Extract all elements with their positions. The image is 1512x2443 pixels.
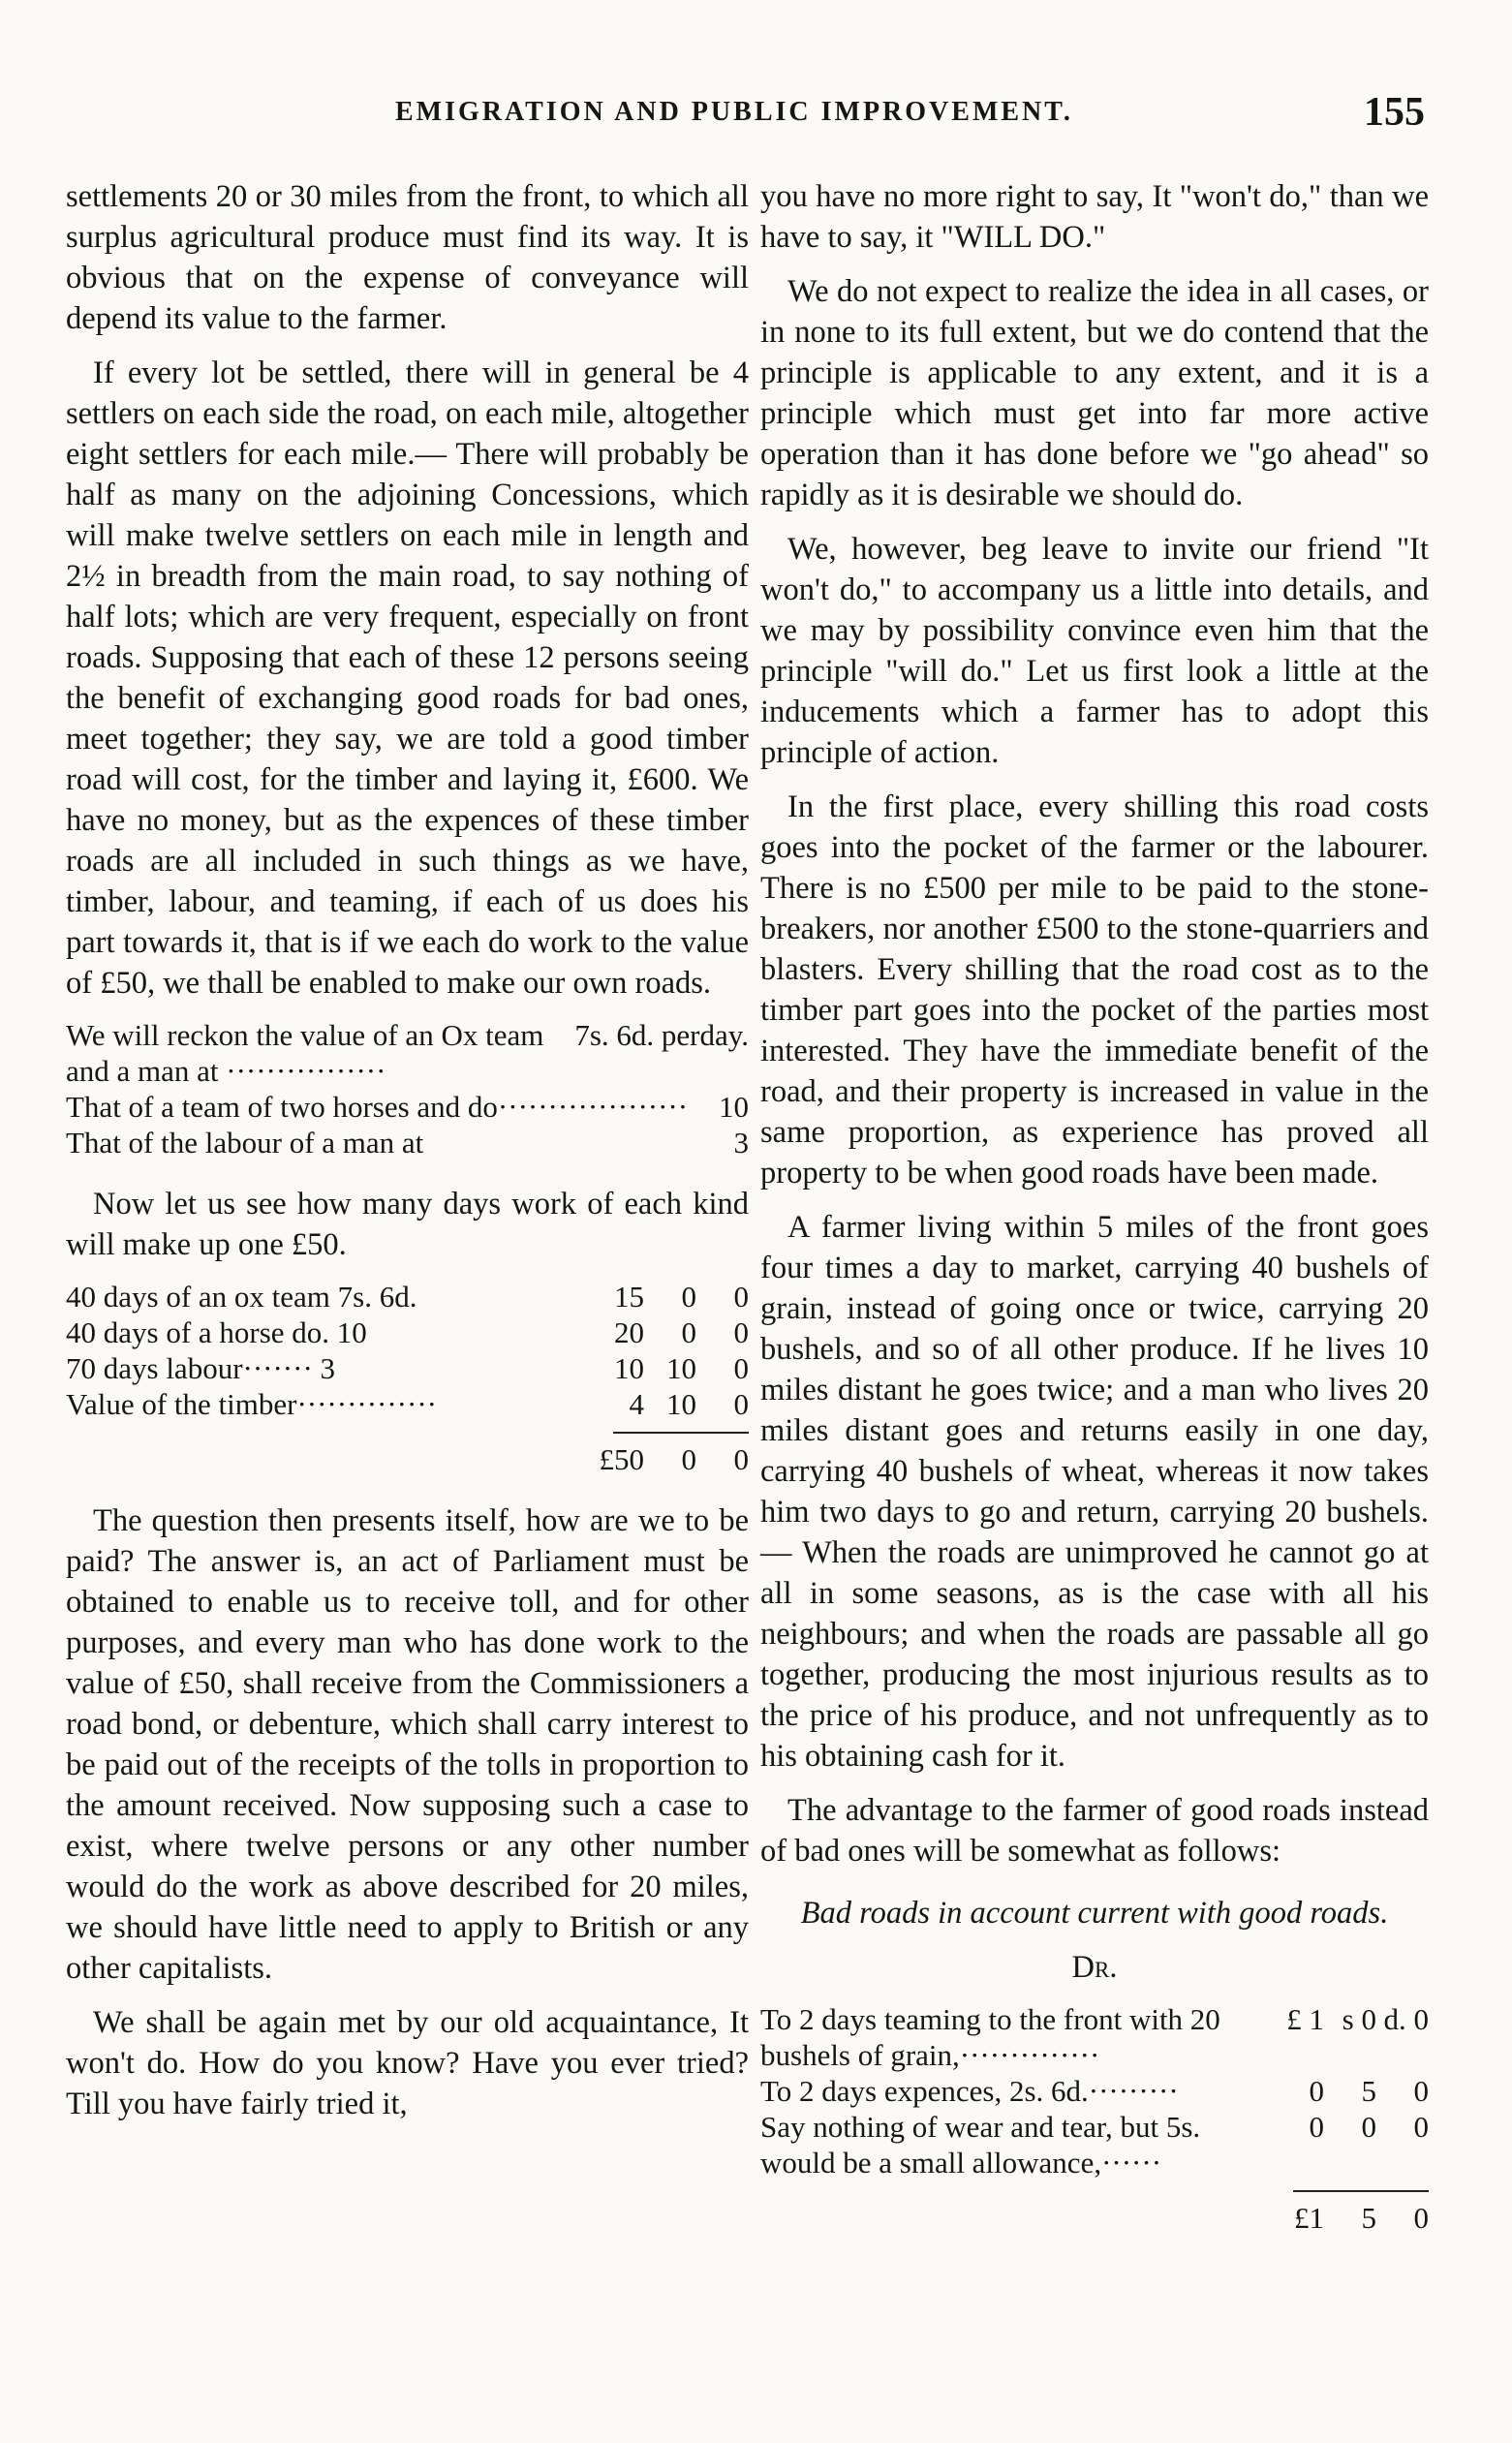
account-shillings: s 0 (1342, 2002, 1376, 2036)
left-paragraph-2: If every lot be settled, there will in general be 4 settlers on each side the road, on each mile, altogether eight settlers for each mile.— There will probably be half as many on the adjoining Concessions, which will make twelve settlers on each mile in length and 2½ in breadth from the main road, to say nothing of half lots; which are very frequent, especially on front roads. Supposing that each of these 12 persons seeing the benefit of exchanging good roads for bad ones, meet together; they say, we are told a good timber road will cost, for the timber and laying it, £600. We have no money, but as the expences of these timber roads are all included in such things as we have, timber, labour, and teaming, if each of us does his part towards it, that is if we each do work to the value of £50, we thall be enabled to make our own roads. (66, 356, 749, 1001)
account-dr: Dr. (1071, 1950, 1118, 1985)
cost-pence: 0 (733, 1387, 749, 1421)
cost-desc: 40 days of a horse do. 10 (66, 1315, 367, 1349)
right-paragraph-1: you have no more right to say, It "won't do," than we have to say, it "WILL DO." (760, 179, 1429, 255)
cost-pounds: 20 (614, 1315, 644, 1349)
cost-desc: 70 days labour······· 3 (66, 1351, 336, 1385)
right-paragraph-5: A farmer living within 5 miles of the front goes four times a day to market, carrying 40 bushels of grain, instead of going once or twice, carrying 20 bushels, and so of all other produce. If he lives 10 miles distant he goes twice; and a man who lives 20 miles distant goes and returns easily in one day, carrying 40 bushels of wheat, whereas it now takes him two days to go and return, carrying 20 bushels.— When the roads are unimproved he cannot go at all in some seasons, as is the case with all his neighbours; and when the roads are passable all go together, producing the most injurious results as to the price of his produce, and not unfrequently as to his obtaining cash for it. (760, 1210, 1429, 1774)
total-shillings: 0 (681, 1442, 696, 1476)
cost-pence: 0 (733, 1315, 749, 1349)
cost-shillings: 10 (666, 1387, 696, 1421)
running-head: EMIGRATION AND PUBLIC IMPROVEMENT. (395, 97, 1073, 127)
account-shillings: 0 (1361, 2110, 1376, 2144)
rate-row (66, 1017, 749, 1089)
rate-row (66, 1125, 749, 1160)
rate-row (66, 1089, 749, 1125)
cost-row (66, 1279, 749, 1314)
right-paragraph-6: The advantage to the farmer of good roads instead of bad ones will be somewhat as follows: (760, 1793, 1429, 1869)
right-paragraph-3: We, however, beg leave to invite our friend "It won't do," to accompany us a little into details, and we may by possibility convince even him that the principle "will do." Let us first look a little at the inducements which a farmer has to adopt this principle of action. (760, 532, 1429, 770)
account-total-pence: 0 (1413, 2201, 1429, 2235)
account-row (760, 2001, 1429, 2073)
cost-shillings: 0 (681, 1315, 696, 1349)
page-number: 155 (1364, 90, 1425, 135)
rate-desc: That of the labour of a man at (66, 1126, 424, 1160)
left-column (66, 176, 749, 2138)
account-sum-rule (1293, 2190, 1429, 2192)
account-pounds: 0 (1309, 2110, 1324, 2144)
cost-desc: 40 days of an ox team 7s. 6d. (66, 1280, 417, 1314)
account-shillings: 5 (1361, 2074, 1376, 2108)
left-paragraph-3: Now let us see how many days work of each kind will make up one £50. (66, 1187, 749, 1262)
account-pounds: 0 (1309, 2074, 1324, 2108)
cost-desc: Value of the timber·············· (66, 1387, 437, 1421)
account-title: Bad roads in account current with good roads. (800, 1896, 1389, 1931)
left-paragraph-4: The question then presents itself, how are we to be paid? The answer is, an act of Parliament must be obtained to enable us to receive toll, and for other purposes, and every man who has done work to the value of £50, shall receive from the Commissioners a road bond, or debenture, which shall carry interest to be paid out of the receipts of the tolls in proportion to the amount received. Now supposing such a case to exist, where twelve persons or any other number would do the work as above described for 20 miles, we should have little need to apply to British or any other capitalists. (66, 1503, 749, 1986)
account-pounds: £ 1 (1286, 2002, 1324, 2036)
account-desc: Say nothing of wear and tear, but 5s. would be a small allowance,······ (760, 2110, 1201, 2180)
account-desc: To 2 days teaming to the front with 20 bushels of grain,·············· (760, 2002, 1220, 2072)
total-pounds: £50 (599, 1442, 644, 1476)
rates-list (66, 1017, 749, 1160)
rate-desc: We will reckon the value of an Ox team and a man at ················ (66, 1018, 544, 1088)
cost-pence: 0 (733, 1351, 749, 1385)
account-row (760, 2109, 1429, 2180)
account-table (760, 2001, 1429, 2236)
rate-desc: That of a team of two horses and do··················· (66, 1090, 689, 1124)
total-pence: 0 (733, 1442, 749, 1476)
account-row (760, 2073, 1429, 2109)
account-pence: d. 0 (1383, 2002, 1429, 2036)
rate-amount: 7s. 6d. perday. (574, 1018, 749, 1052)
account-pence: 0 (1413, 2110, 1429, 2144)
cost-row (66, 1386, 749, 1422)
page-header (0, 90, 1512, 155)
account-total-row (760, 2200, 1429, 2236)
rate-amount: 10 (719, 1090, 749, 1124)
cost-row (66, 1350, 749, 1386)
cost-pence: 0 (733, 1280, 749, 1314)
rate-amount: 3 (733, 1126, 749, 1160)
right-paragraph-4: In the first place, every shilling this road costs goes into the pocket of the farmer or the labourer. There is no £500 per mile to be paid to the stone-breakers, nor another £500 to the stone-quarriers and blasters. Every shilling that the road cost as to the timber part goes into the pocket of the parties most interested. They have the immediate benefit of the road, and their property is increased in value in the same proportion, as experience has proved all property to be when good roads have been made. (760, 789, 1429, 1191)
account-total-pounds: £1 (1294, 2201, 1324, 2235)
right-paragraph-2: We do not expect to realize the idea in all cases, or in none to its full extent, but we do contend that the principle is applicable to any extent, and it is a principle which must get into far more active operation than it has done before we "go ahead" so rapidly as it is desirable we should do. (760, 274, 1429, 512)
left-paragraph-1: settlements 20 or 30 miles from the front, to which all surplus agricultural produce must find its way. It is obvious that on the expense of conveyance will depend its value to the farmer. (66, 179, 749, 336)
cost-pounds: 4 (629, 1387, 644, 1421)
cost-row (66, 1314, 749, 1350)
left-paragraph-5: We shall be again met by our old acquaintance, It won't do. How do you know? Have you ever tried? Till you have fairly tried it, (66, 2005, 749, 2121)
cost-pounds: 10 (614, 1351, 644, 1385)
cost-pounds: 15 (614, 1280, 644, 1314)
cost-total-row (66, 1441, 749, 1477)
cost-table (66, 1279, 749, 1477)
cost-shillings: 0 (681, 1280, 696, 1314)
sum-rule (613, 1432, 749, 1434)
cost-shillings: 10 (666, 1351, 696, 1385)
account-desc: To 2 days expences, 2s. 6d.········· (760, 2074, 1179, 2108)
right-column (760, 176, 1429, 2236)
account-pence: 0 (1413, 2074, 1429, 2108)
account-total-shillings: 5 (1361, 2201, 1376, 2235)
